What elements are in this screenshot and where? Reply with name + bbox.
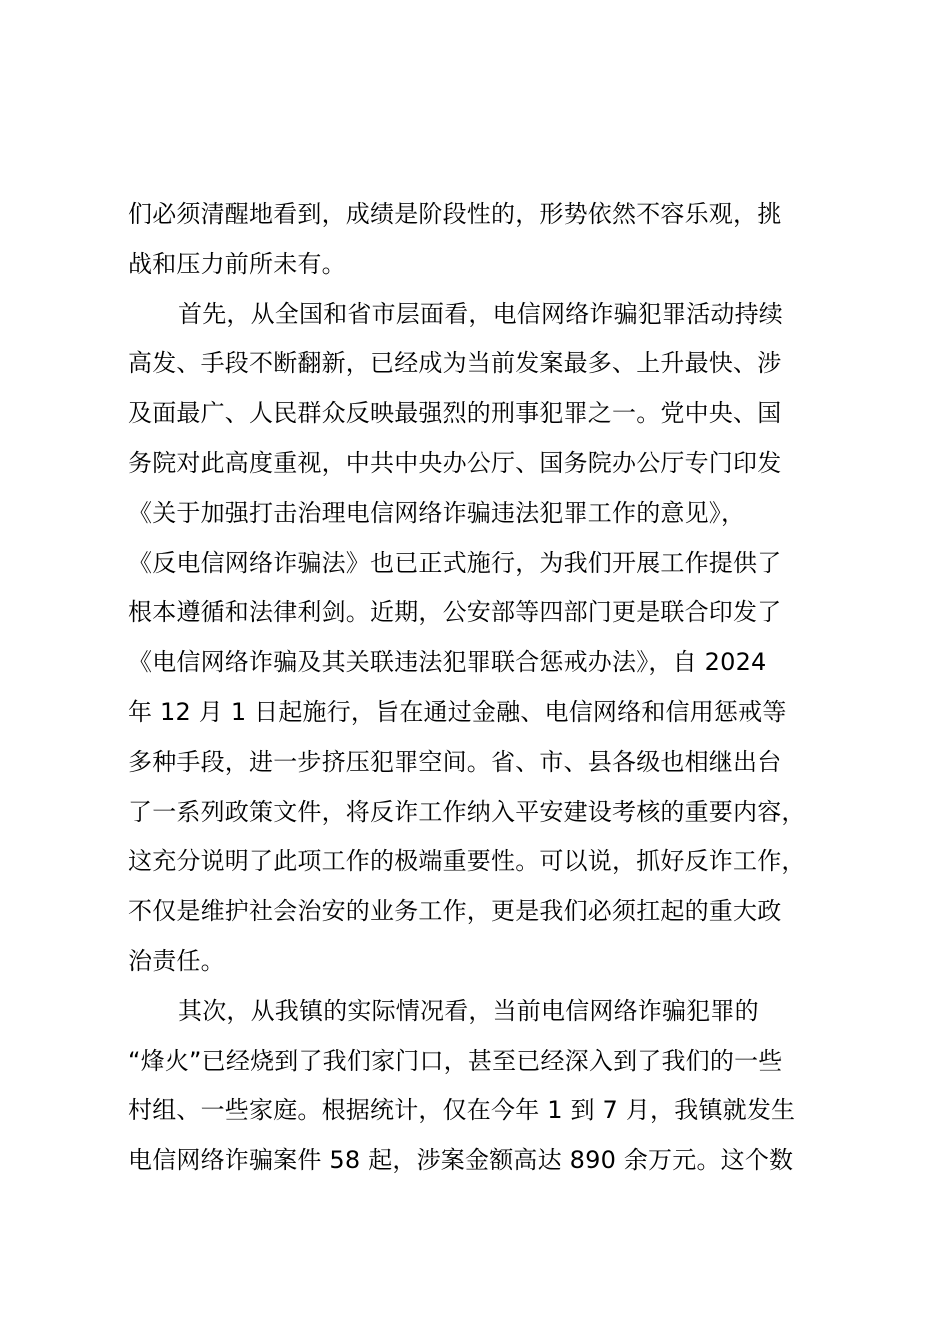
text-line: “烽火”已经烧到了我们家门口，甚至已经深入到了我们的一些: [128, 1046, 783, 1075]
text-line: 治责任。: [128, 946, 225, 975]
text-line: 高发、手段不断翻新，已经成为当前发案最多、上升最快、涉: [128, 349, 782, 378]
text-line: 电信网络诈骗案件 58 起，涉案金额高达 890 余万元。这个数: [128, 1146, 794, 1175]
text-line: 及面最广、人民群众反映最强烈的刑事犯罪之一。党中央、国: [128, 399, 782, 428]
text-line: 多种手段，进一步挤压犯罪空间。省、市、县各级也相继出台: [128, 747, 782, 776]
text-line: 战和压力前所未有。: [128, 249, 346, 278]
text-line: 村组、一些家庭。根据统计，仅在今年 1 到 7 月，我镇就发生: [128, 1096, 796, 1125]
text-line: 这充分说明了此项工作的极端重要性。可以说，抓好反诈工作，: [128, 847, 806, 876]
text-line: 《关于加强打击治理电信网络诈骗违法犯罪工作的意见》，: [128, 498, 746, 527]
text-line: 们必须清醒地看到，成绩是阶段性的，形势依然不容乐观，挑: [128, 200, 782, 228]
text-line: 根本遵循和法律利剑。近期，公安部等四部门更是联合印发了: [128, 598, 782, 627]
text-line: 了一系列政策文件，将反诈工作纳入平安建设考核的重要内容，: [128, 797, 806, 826]
paragraph-first-line: 其次，从我镇的实际情况看，当前电信网络诈骗犯罪的: [178, 996, 759, 1025]
text-line: 《电信网络诈骗及其关联违法犯罪联合惩戒办法》，自 2024: [128, 648, 767, 677]
paragraph-first-line: 首先，从全国和省市层面看，电信网络诈骗犯罪活动持续: [178, 299, 783, 328]
text-line: 不仅是维护社会治安的业务工作，更是我们必须扛起的重大政: [128, 897, 782, 926]
text-line: 务院对此高度重视，中共中央办公厅、国务院办公厅专门印发: [128, 448, 782, 477]
text-line: 年 12 月 1 日起施行，旨在通过金融、电信网络和信用惩戒等: [128, 697, 787, 726]
text-line: 《反电信网络诈骗法》也已正式施行，为我们开展工作提供了: [128, 548, 782, 577]
document-body: [128, 190, 828, 1186]
